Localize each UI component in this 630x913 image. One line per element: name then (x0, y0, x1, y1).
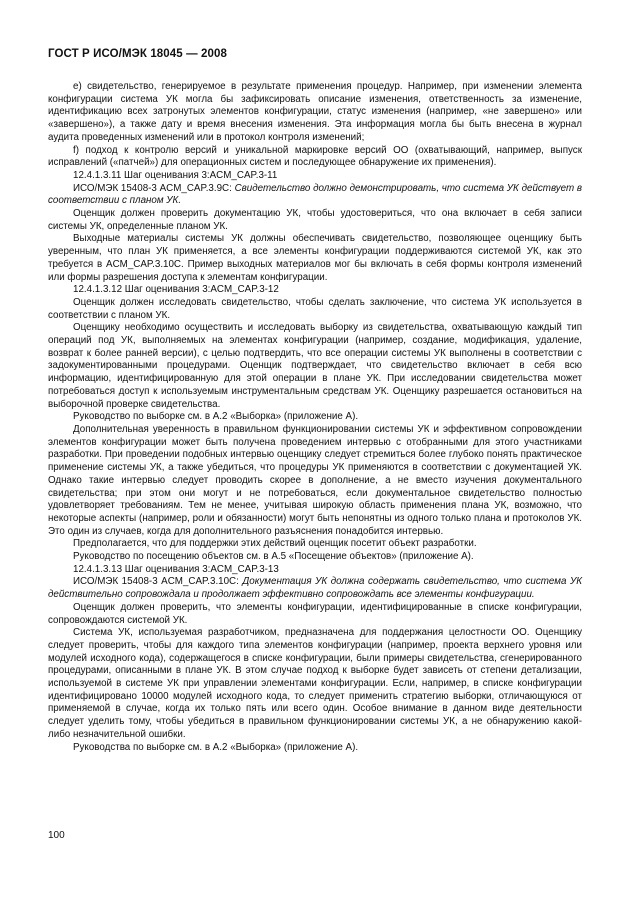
body-paragraph: Предполагается, что для поддержки этих действий оценщик посетит объект разработки. (73, 538, 477, 550)
citation-text: Свидетельство должно демонстрировать, что система УК действует в соответствии с планом УК. (48, 182, 583, 207)
body-paragraph: 12.4.1.3.12 Шаг оценивания 3:ACM_CAP.3-12 (73, 284, 279, 296)
body-paragraph: Руководства по выборке см. в А.2 «Выборка» (приложение А). (73, 741, 359, 753)
body-paragraph: Оценщик должен проверить документацию УК, чтобы удостовериться, что она включает в себя записи системы УК, определенные планом УК. (48, 208, 582, 232)
body-paragraph: Руководство по посещению объектов см. в А.5 «Посещение объектов» (приложение А). (73, 551, 474, 563)
body-paragraph: Оценщику необходимо осуществить и исследовать выборку из свидетельства, охватывающую каждый тип операций под УК, выполняемых на элементах конфигурации (например, создание, модификация, удаление, возврат к более ранней версии), с целью подтвердить, что все операции системы УК выполнены в соответствии с задокументированными процедурами. Оценщик подтверждает, что свидетельство включает в себя всю информацию, идентифицированную для этой операции в плане УК. При исследовании свидетельства может потребоваться доступ к используемым инструментальным средствам УК. Оценщику разрешается остановиться на выборочной проверке свидетельства. (48, 322, 582, 410)
document-body (48, 81, 582, 754)
body-paragraph: Дополнительная уверенность в правильном функционировании системы УК и эффективном сопровождении элементов конфигурации может быть получена проведением интервью с отобранными для этого участниками разработки. При проведении подобных интервью оценщику следует стремиться более глубоко понять практическое применение системы УК, а также убедиться, что процедуры УК применяются в соответствии с документацией УК. Однако такие интервью следует проводить скорее в дополнение, а не вместо изучения документального свидетельства; при этом они могут и не потребоваться, если документальное свидетельство полностью удовлетворяет требованиям. Тем не менее, учитывая широкую область применения плана УК, возможно, что некоторые аспекты (например, роли и обязанности) могут быть непонятны из одного только плана и протоколов УК. Это один из случаев, когда для дополнительного разъяснения понадобится интервью. (48, 423, 582, 537)
citation-text: Документация УК должна содержать свидетельство, что система УК действительно сопровождала и продолжает эффективно сопровождать все элементы конфигурации. (48, 576, 583, 601)
body-paragraph: 12.4.1.3.11 Шаг оценивания 3:ACM_CAP.3-11 (73, 169, 278, 181)
body-paragraph: f) подход к контролю версий и уникальной маркировке версий ОО (охватывающий, например, выпуск исправлений («патчей») для операционных систем и последующее обнаружение их применения). (48, 144, 582, 169)
citation-ref: ИСО/МЭК 15408-3 ACM_CAP.3.10C: (73, 576, 243, 588)
body-paragraph: Оценщик должен проверить, что элементы конфигурации, идентифицированные в списке конфигурации, сопровождаются системой УК. (48, 601, 582, 626)
body-paragraph: Система УК, используемая разработчиком, предназначена для поддержания целостности ОО. Оценщику следует проверить, чтобы для каждого типа элементов конфигурации (например, проекта верхнего уровня или модулей исходного кода), содержащегося в списке конфигурации, были примеры свидетельства, сгенерированного процедурами, описанными в плане УК. В этом случае подход к выборке будет зависеть от степени детализации, используемой в системе УК при управлении элементами конфигурации. Если, например, в списке конфигурации идентифицировано 10000 модулей исходного кода, то следует применить стратегию выборки, отличающуюся от применяемой в случае, когда их только пять или всего один. Особое внимание в данном виде деятельности следует уделить тому, чтобы убедиться в правильном функционировании системы УК, а не обнаружению какой-либо незначительной ошибки. (48, 627, 582, 740)
page-number: 100 (48, 830, 65, 841)
citation-ref: ИСО/МЭК 15408-3 ACM_CAP.3.9C: (73, 182, 235, 194)
citation-paragraph (48, 576, 582, 601)
body-paragraph: Оценщик должен исследовать свидетельство, чтобы сделать заключение, что система УК используется в соответствии с планом УК. (48, 296, 582, 321)
document-header: ГОСТ Р ИСО/МЭК 18045 — 2008 (48, 48, 227, 60)
citation-paragraph (48, 183, 582, 208)
body-paragraph: Руководство по выборке см. в А.2 «Выборка» (приложение А). (73, 411, 359, 423)
body-paragraph: 12.4.1.3.13 Шаг оценивания 3:ACM_CAP.3-13 (73, 563, 279, 575)
body-paragraph: Выходные материалы системы УК должны обеспечивать свидетельство, позволяющее оценщику быть уверенным, что план УК применяется, а все элементы конфигурации поддерживаются системой УК, как это требуется в ACM_CAP.3.10C. Пример выходных материалов мог бы включать в себя формы контроля изменений или формы разрешения доступа к элементам конфигурации. (48, 233, 582, 283)
body-paragraph: e) свидетельство, генерируемое в результате применения процедур. Например, при изменении элемента конфигурации система УК могла бы зафиксировать описание изменения, ответственность за изменение, идентификацию всех затронутых элементов конфигурации, статус изменения (например, «не завершено» или «завершено»), а также дату и время внесения изменения. Эта информация могла бы быть внесена в журнал аудита проведенных изменений или в протокол контроля изменений; (48, 81, 582, 143)
